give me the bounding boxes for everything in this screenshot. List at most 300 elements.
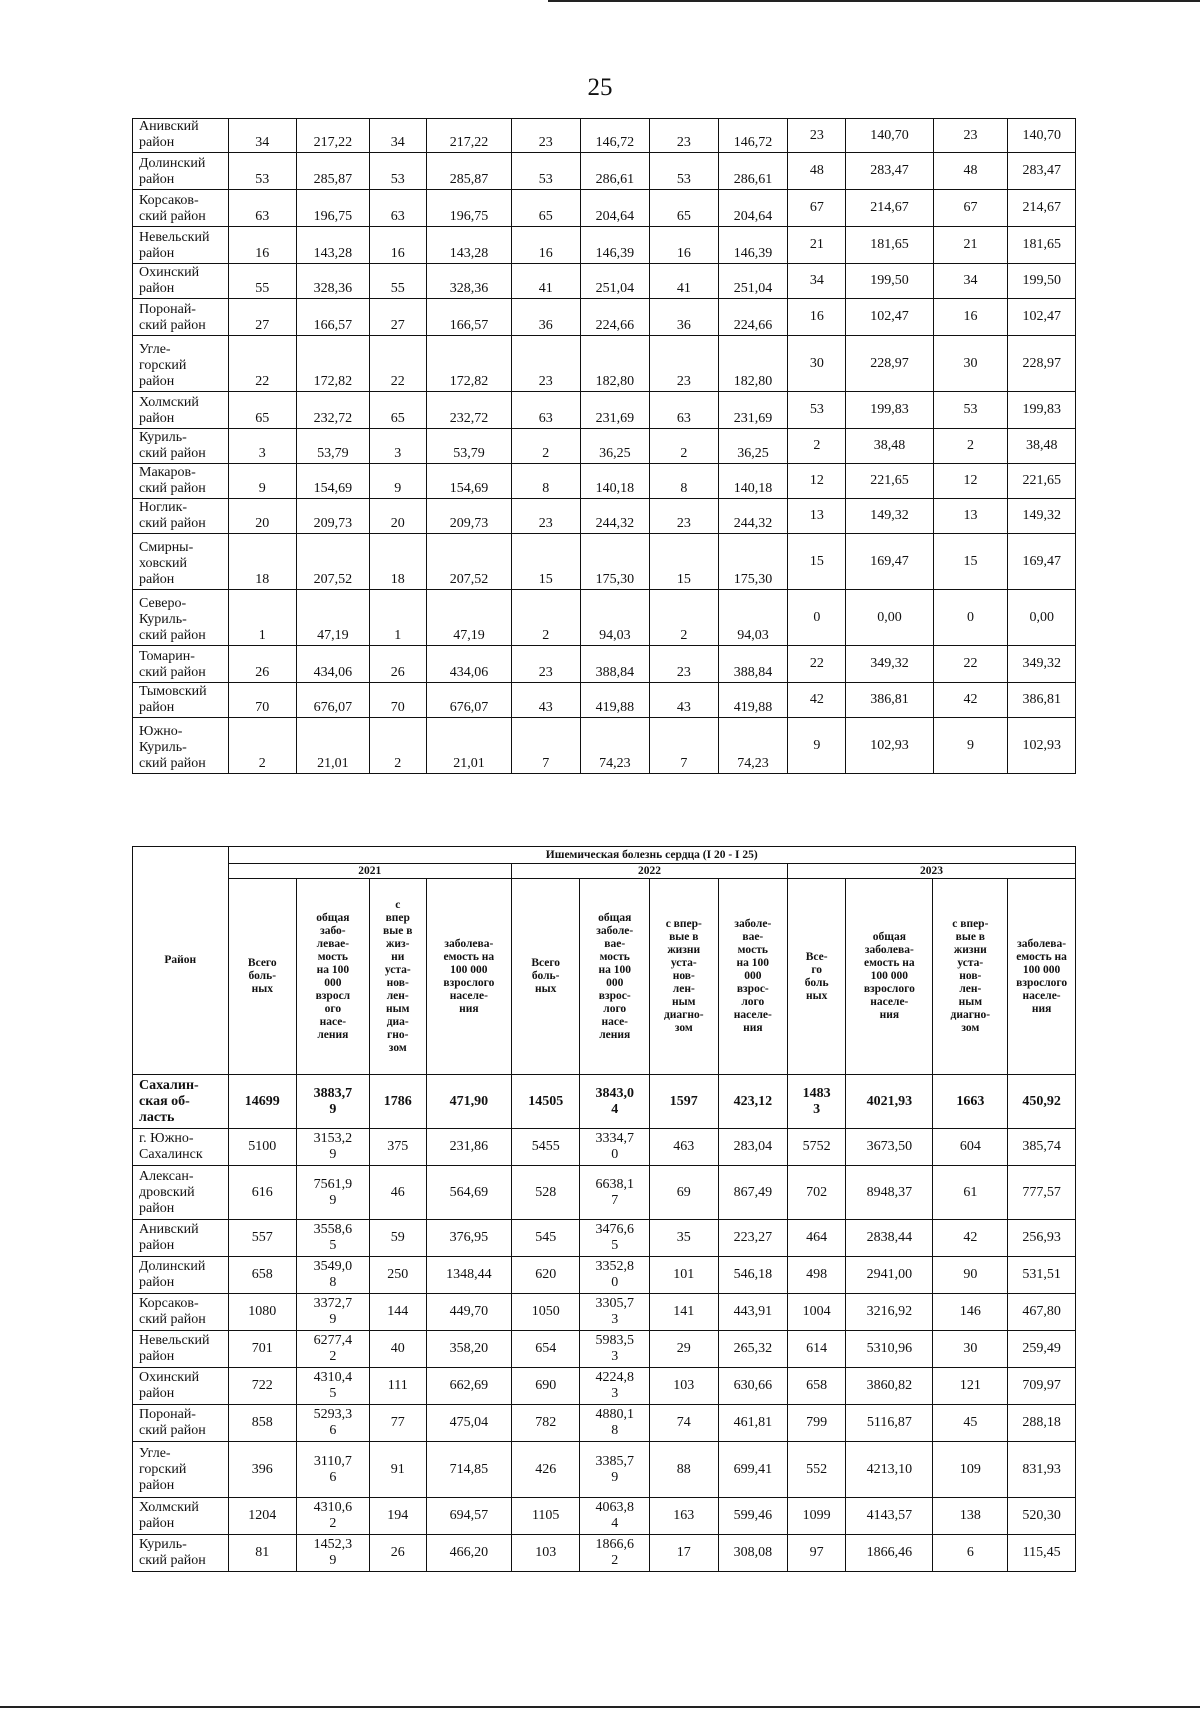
text-line: Анивский <box>139 119 199 134</box>
text-line: 423,12 <box>733 1093 773 1109</box>
district-name-cell <box>133 1075 229 1129</box>
text-line: боль <box>804 976 829 989</box>
table-cell: 16 <box>788 299 846 336</box>
column-header-row <box>133 879 1076 1075</box>
table-cell: 30 <box>788 336 846 392</box>
text-line: 4 <box>611 1516 619 1531</box>
table-cell: 18 <box>228 534 297 590</box>
table-cell <box>580 1442 650 1498</box>
text-line: ным <box>672 996 696 1008</box>
table-cell: 42 <box>788 683 846 718</box>
text-line: район <box>139 411 175 426</box>
table-row <box>133 429 1076 464</box>
district-name-cell <box>133 1129 229 1166</box>
table-cell <box>788 1442 846 1498</box>
table-cell <box>580 1405 650 1442</box>
text-line: Сахалин- <box>139 1077 199 1093</box>
table-cell: 349,32 <box>846 646 933 683</box>
table-cell <box>426 1331 511 1368</box>
text-line: ский район <box>139 516 206 531</box>
text-line: 8 <box>611 1423 619 1438</box>
text-line: 5 <box>329 1386 337 1401</box>
text-line: насе- <box>319 1015 347 1028</box>
table-cell: 21,01 <box>426 718 511 774</box>
table-cell <box>846 1166 933 1220</box>
table-cell: 21 <box>933 227 1008 264</box>
table-row <box>133 499 1076 534</box>
disease-group-title: Ишемическая болезнь сердца (I 20 - I 25) <box>228 847 1075 864</box>
table-cell: 63 <box>228 190 297 227</box>
table-cell <box>788 1535 846 1572</box>
table-cell <box>933 1442 1008 1498</box>
text-line: 3110,7 <box>313 1453 352 1469</box>
table-cell <box>718 1442 788 1498</box>
table-cell <box>933 1294 1008 1331</box>
text-line: 546,18 <box>733 1267 773 1282</box>
table-cell: 67 <box>933 190 1008 227</box>
text-line: 77 <box>390 1415 405 1430</box>
table-cell <box>426 1498 511 1535</box>
table-row <box>133 1257 1076 1294</box>
table-cell <box>933 1368 1008 1405</box>
text-line: лен- <box>959 983 982 995</box>
text-line: Долинский <box>139 1259 206 1274</box>
table-cell: 102,47 <box>846 299 933 336</box>
text-line: 0 <box>611 1147 619 1162</box>
text-line: 29 <box>676 1341 691 1356</box>
table-cell <box>1008 1405 1076 1442</box>
table-cell: 419,88 <box>580 683 650 718</box>
table-cell: 34 <box>228 119 297 153</box>
table-cell <box>426 1442 511 1498</box>
table-cell: 676,07 <box>426 683 511 718</box>
text-line: ого <box>324 1002 342 1015</box>
text-line: 702 <box>806 1184 828 1200</box>
table-cell: 2 <box>369 718 426 774</box>
text-line: 699,41 <box>733 1461 773 1477</box>
table-cell <box>650 1405 719 1442</box>
text-line: на 100 <box>598 963 631 976</box>
text-line: 1786 <box>383 1093 412 1109</box>
table-cell <box>580 1075 650 1129</box>
table-cell <box>933 1405 1008 1442</box>
text-line: мость <box>737 944 768 956</box>
table-row <box>133 1294 1076 1331</box>
table-cell <box>426 1220 511 1257</box>
table-cell: 22 <box>369 336 426 392</box>
text-line: 599,46 <box>733 1508 773 1523</box>
table-cell <box>297 1220 370 1257</box>
table-cell: 388,84 <box>580 646 650 683</box>
text-line: вые в <box>669 931 699 943</box>
text-line: населе- <box>870 996 909 1008</box>
table-cell: 20 <box>228 499 297 534</box>
table-cell: 36 <box>650 299 719 336</box>
table-cell: 30 <box>933 336 1008 392</box>
district-name-cell <box>133 1405 229 1442</box>
column-header <box>511 879 580 1075</box>
text-line: 3843,0 <box>595 1085 634 1101</box>
table-cell <box>1008 1220 1076 1257</box>
table-cell: 419,88 <box>718 683 788 718</box>
text-line: насе- <box>601 1015 629 1028</box>
text-line: 531,51 <box>1022 1267 1061 1282</box>
text-line: 14699 <box>244 1093 280 1109</box>
table-row <box>133 1442 1076 1498</box>
text-line: диагно- <box>950 1009 991 1021</box>
text-line: 4310,6 <box>313 1500 353 1515</box>
table-cell: 172,82 <box>297 336 370 392</box>
text-line: 552 <box>806 1461 828 1477</box>
text-line: 3153,2 <box>313 1131 353 1146</box>
table-cell <box>718 1075 788 1129</box>
table-cell <box>718 1405 788 1442</box>
district-name-cell <box>133 1220 229 1257</box>
table-cell <box>369 1129 426 1166</box>
table-cell <box>933 1220 1008 1257</box>
text-line: Угле- <box>139 1445 171 1461</box>
district-name-cell <box>133 590 229 646</box>
text-line: 3 <box>611 1312 619 1327</box>
table-cell: 224,66 <box>718 299 788 336</box>
text-line: 1663 <box>956 1093 985 1109</box>
text-line: 90 <box>963 1267 978 1282</box>
text-line: жизни <box>953 944 987 956</box>
text-line: Анивский <box>139 1222 199 1237</box>
text-line: на 100 <box>736 957 770 969</box>
text-line: 722 <box>251 1378 273 1393</box>
text-line: заболе- <box>596 924 634 937</box>
text-line: 375 <box>387 1139 409 1154</box>
table-cell: 328,36 <box>426 264 511 299</box>
text-line: 1452,3 <box>313 1537 353 1552</box>
table-cell: 166,57 <box>297 299 370 336</box>
text-line: 777,57 <box>1022 1184 1061 1200</box>
table-cell <box>426 1535 511 1572</box>
table-cell: 181,65 <box>846 227 933 264</box>
table-cell <box>426 1129 511 1166</box>
text-line: 9 <box>329 1101 337 1117</box>
text-line: район <box>139 1238 175 1253</box>
table-cell <box>297 1075 370 1129</box>
text-line: 146 <box>959 1304 981 1319</box>
table-cell: 140,70 <box>1008 119 1076 153</box>
text-line: нов- <box>386 976 409 989</box>
table-cell <box>718 1498 788 1535</box>
table-cell: 53,79 <box>426 429 511 464</box>
text-line: 45 <box>963 1415 978 1430</box>
table-cell: 143,28 <box>297 227 370 264</box>
table-cell: 154,69 <box>426 464 511 499</box>
scan-line-bottom <box>0 1706 1200 1708</box>
table-cell: 0 <box>788 590 846 646</box>
text-line: ления <box>599 1028 631 1041</box>
table-cell <box>511 1535 580 1572</box>
table-cell <box>1008 1498 1076 1535</box>
text-line: общая <box>316 911 350 924</box>
column-header <box>426 879 511 1075</box>
table-cell <box>580 1535 650 1572</box>
page-number: 25 <box>587 74 613 101</box>
text-line: ская об- <box>139 1093 190 1109</box>
text-line: 283,04 <box>733 1139 773 1154</box>
table-cell: 34 <box>933 264 1008 299</box>
text-line: 782 <box>535 1415 557 1430</box>
text-line: 5983,5 <box>595 1333 634 1348</box>
table-cell: 43 <box>650 683 719 718</box>
text-line: 103 <box>535 1545 557 1560</box>
text-line: Поронай- <box>139 302 196 317</box>
table-cell: 283,47 <box>846 153 933 190</box>
table-cell: 140,18 <box>718 464 788 499</box>
table-row <box>133 392 1076 429</box>
text-line: 141 <box>673 1304 695 1319</box>
table-cell: 207,52 <box>297 534 370 590</box>
table-cell: 18 <box>369 534 426 590</box>
text-line: район <box>139 246 175 261</box>
text-line: 3216,92 <box>866 1304 913 1319</box>
text-line: 9 <box>329 1312 337 1327</box>
table-cell: 209,73 <box>426 499 511 534</box>
text-line: 59 <box>390 1230 405 1245</box>
table-cell <box>650 1075 719 1129</box>
text-line: ным <box>958 996 983 1008</box>
district-name-cell <box>133 1331 229 1368</box>
table-row <box>133 1129 1076 1166</box>
text-line: 3 <box>813 1101 821 1117</box>
text-line: Угле- <box>139 342 171 357</box>
table-row <box>133 534 1076 590</box>
text-line: 5100 <box>248 1139 277 1154</box>
text-line: горский <box>139 1461 187 1477</box>
table-cell: 65 <box>228 392 297 429</box>
table-cell: 1 <box>228 590 297 646</box>
text-line: 308,08 <box>733 1545 773 1560</box>
text-line: 100 000 <box>870 970 909 982</box>
table-cell <box>511 1331 580 1368</box>
table-cell: 26 <box>228 646 297 683</box>
text-line: 9 <box>329 1553 337 1568</box>
text-line: г. Южно- <box>139 1131 194 1146</box>
table-cell <box>933 1166 1008 1220</box>
table-cell: 244,32 <box>718 499 788 534</box>
text-line: ский район <box>139 446 206 461</box>
table-cell: 23 <box>650 646 719 683</box>
text-line: 9 <box>329 1192 337 1208</box>
table-cell <box>228 1498 297 1535</box>
table-cell <box>228 1294 297 1331</box>
table-cell: 53,79 <box>297 429 370 464</box>
table-cell: 41 <box>650 264 719 299</box>
table-cell: 67 <box>788 190 846 227</box>
bottom-table <box>132 846 1076 1572</box>
table-row <box>133 299 1076 336</box>
column-header <box>933 879 1008 1075</box>
table-cell: 65 <box>650 190 719 227</box>
table-cell: 15 <box>933 534 1008 590</box>
text-line: ния <box>459 1002 479 1015</box>
table-cell: 53 <box>933 392 1008 429</box>
text-line: 30 <box>963 1341 978 1356</box>
table-cell: 2 <box>650 590 719 646</box>
table-cell: 2 <box>933 429 1008 464</box>
text-line: 690 <box>535 1378 557 1393</box>
table-cell <box>426 1368 511 1405</box>
text-line: 709,97 <box>1022 1378 1061 1393</box>
text-line: Охинский <box>139 265 200 280</box>
table-row <box>133 190 1076 227</box>
text-line: 443,91 <box>733 1304 773 1319</box>
text-line: 464 <box>806 1230 828 1245</box>
text-line: 6 <box>329 1469 337 1485</box>
text-line: 5455 <box>531 1139 560 1154</box>
table-cell: 286,61 <box>580 153 650 190</box>
text-line: уста- <box>670 957 697 969</box>
table-cell: 26 <box>369 646 426 683</box>
text-line: ский район <box>139 318 206 333</box>
table-cell <box>718 1220 788 1257</box>
text-line: ных <box>535 983 557 995</box>
table-cell: 15 <box>512 534 581 590</box>
table-cell: 251,04 <box>580 264 650 299</box>
text-line: 1597 <box>669 1093 698 1109</box>
table-cell <box>718 1368 788 1405</box>
text-line: Невельский <box>139 1333 210 1348</box>
table-cell <box>297 1129 370 1166</box>
text-line: лен- <box>386 989 409 1002</box>
table-cell: 13 <box>933 499 1008 534</box>
table-cell: 386,81 <box>1008 683 1076 718</box>
table-cell <box>369 1535 426 1572</box>
text-line: 259,49 <box>1022 1341 1061 1356</box>
table-cell <box>511 1368 580 1405</box>
text-line: 2 <box>329 1349 337 1364</box>
table-cell: 221,65 <box>846 464 933 499</box>
text-line: горский <box>139 358 187 373</box>
table-cell: 7 <box>512 718 581 774</box>
table-cell: 149,32 <box>846 499 933 534</box>
text-line: 14505 <box>528 1093 564 1109</box>
text-line: нов- <box>672 970 695 982</box>
text-line: 5 <box>611 1238 619 1253</box>
text-line: 6638,1 <box>595 1176 634 1192</box>
table-cell: 70 <box>228 683 297 718</box>
text-line: ласть <box>139 1109 175 1125</box>
text-line: 620 <box>535 1267 557 1282</box>
table-cell <box>1008 1331 1076 1368</box>
text-line: 91 <box>390 1461 405 1477</box>
district-name-cell <box>133 683 229 718</box>
table-cell <box>933 1331 1008 1368</box>
table-cell <box>718 1166 788 1220</box>
text-line: район <box>139 1477 175 1493</box>
text-line: 475,04 <box>449 1415 489 1430</box>
text-line: 376,95 <box>449 1230 489 1245</box>
table-cell <box>718 1535 788 1572</box>
table-cell <box>511 1129 580 1166</box>
table-cell: 0,00 <box>846 590 933 646</box>
text-line: 288,18 <box>1022 1415 1061 1430</box>
district-header: Район <box>133 847 229 1075</box>
text-line: забо- <box>320 924 346 937</box>
table-cell <box>297 1331 370 1368</box>
text-line: 466,20 <box>449 1545 489 1560</box>
text-line: 17 <box>676 1545 691 1560</box>
text-line: зом <box>961 1022 980 1034</box>
table-cell: 47,19 <box>297 590 370 646</box>
top-table <box>132 118 1076 774</box>
text-line: 5752 <box>802 1139 831 1154</box>
district-name-cell <box>133 153 229 190</box>
table-cell: 283,47 <box>1008 153 1076 190</box>
table-cell <box>297 1166 370 1220</box>
text-line: 2838,44 <box>866 1230 913 1245</box>
text-line: диагно- <box>663 1009 704 1021</box>
table-cell <box>1008 1535 1076 1572</box>
text-line: 121 <box>959 1378 981 1393</box>
table-cell <box>228 1257 297 1294</box>
text-line: 69 <box>676 1184 691 1200</box>
text-line: 449,70 <box>449 1304 489 1319</box>
table-cell: 8 <box>512 464 581 499</box>
scan-line-top <box>548 0 1200 2</box>
text-line: боль- <box>531 970 560 982</box>
text-line: вые в <box>383 924 413 937</box>
text-line: ский район <box>139 628 206 643</box>
text-line: 9 <box>329 1147 337 1162</box>
text-line: 1105 <box>531 1508 560 1523</box>
text-line: район <box>139 374 175 389</box>
text-line: 463 <box>673 1139 695 1154</box>
table-cell <box>297 1405 370 1442</box>
table-row <box>133 264 1076 299</box>
table-cell <box>846 1368 933 1405</box>
table-cell: 53 <box>369 153 426 190</box>
text-line: 223,27 <box>733 1230 773 1245</box>
table-cell: 47,19 <box>426 590 511 646</box>
text-line: 867,49 <box>733 1184 773 1200</box>
text-line: 614 <box>806 1341 828 1356</box>
table-row <box>133 1220 1076 1257</box>
table-cell: 232,72 <box>426 392 511 429</box>
table-cell: 169,47 <box>1008 534 1076 590</box>
column-header <box>580 879 650 1075</box>
district-name-cell <box>133 1442 229 1498</box>
text-line: район <box>139 172 175 187</box>
table-cell: 13 <box>788 499 846 534</box>
text-line: Охинский <box>139 1370 200 1385</box>
text-line: район <box>139 1349 175 1364</box>
text-line: 4880,1 <box>595 1407 634 1422</box>
text-line: взросл <box>315 989 351 1002</box>
table-cell <box>369 1368 426 1405</box>
text-line: район <box>139 572 175 587</box>
text-line: 4063,8 <box>595 1500 634 1515</box>
table-cell <box>297 1442 370 1498</box>
table-cell: 146,72 <box>718 119 788 153</box>
text-line: 109 <box>959 1461 981 1477</box>
table-cell: 34 <box>788 264 846 299</box>
table-cell: 3 <box>228 429 297 464</box>
table-cell: 102,93 <box>1008 718 1076 774</box>
table-cell: 23 <box>650 119 719 153</box>
table-cell: 388,84 <box>718 646 788 683</box>
text-line: 8 <box>329 1275 337 1290</box>
text-line: 000 <box>606 976 624 989</box>
text-line: 467,80 <box>1022 1304 1061 1319</box>
table-cell <box>788 1166 846 1220</box>
text-line: ния <box>1031 1002 1052 1015</box>
